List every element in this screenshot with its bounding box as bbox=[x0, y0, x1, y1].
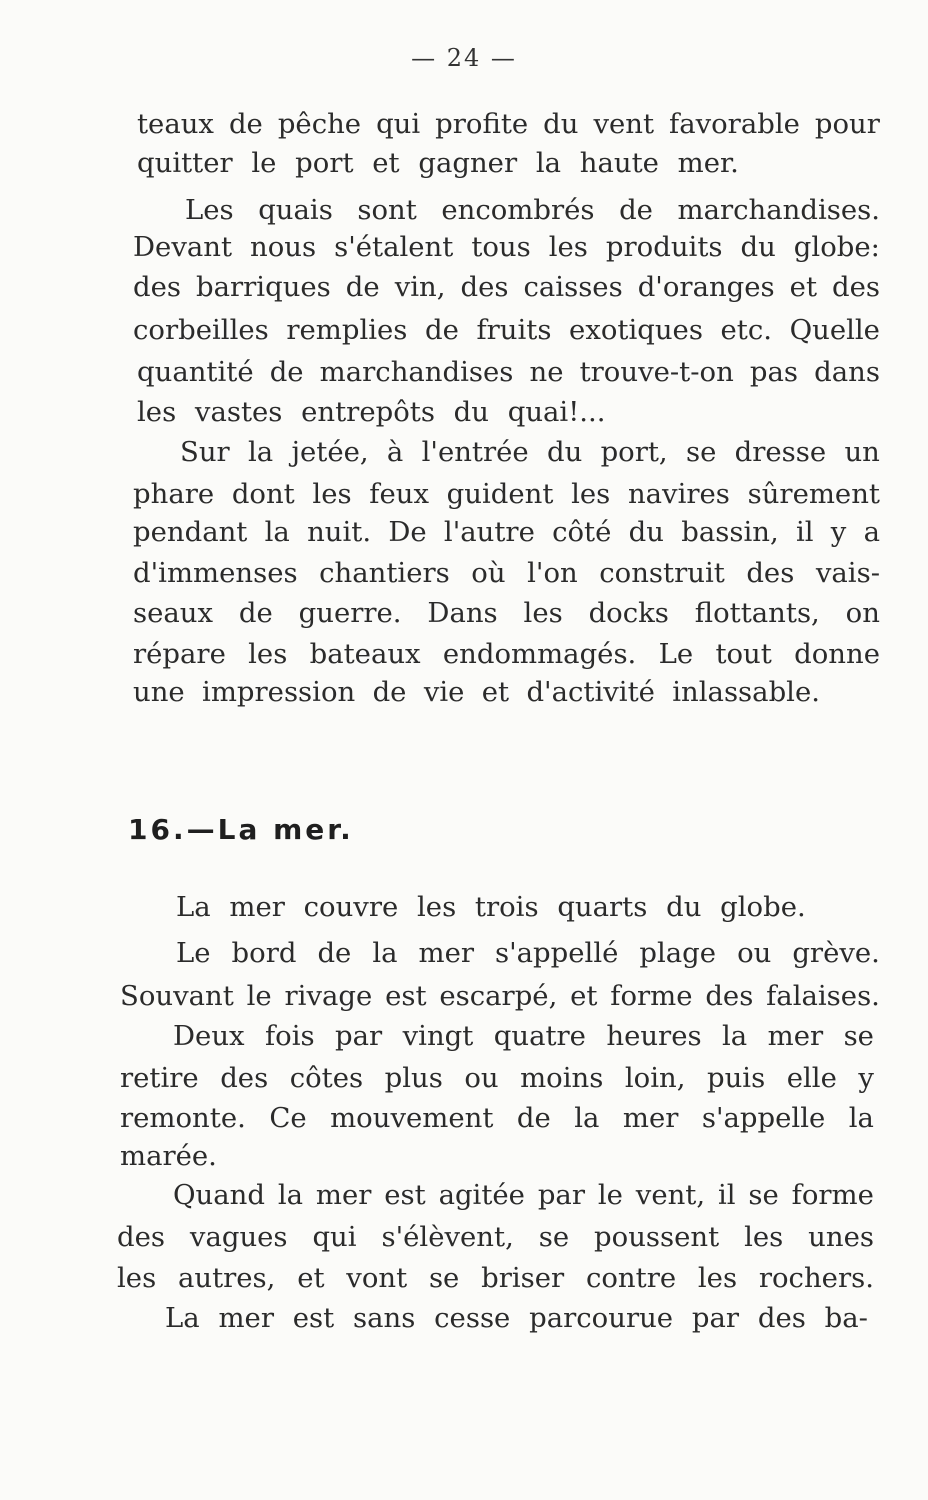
text-line bbox=[120, 1136, 217, 1176]
text-line-content: teaux de pêche qui profite du vent favorable pour bbox=[137, 108, 880, 140]
text-line bbox=[137, 104, 880, 144]
section-heading: 16.—La mer. bbox=[128, 813, 354, 846]
text-line bbox=[176, 933, 880, 973]
text-line-content: des vagues qui s'élèvent, se poussent les unes bbox=[117, 1221, 874, 1253]
text-line bbox=[133, 267, 880, 307]
text-line bbox=[133, 634, 880, 674]
text-line-content: les autres, et vont se briser contre les rochers. bbox=[117, 1262, 874, 1294]
text-line-content: répare les bateaux endommagés. Le tout donne bbox=[133, 638, 880, 670]
text-line bbox=[180, 432, 880, 472]
text-line bbox=[120, 976, 880, 1016]
text-line-content: seaux de guerre. Dans les docks flottants, on bbox=[133, 597, 880, 629]
text-line-content: remonte. Ce mouvement de la mer s'appelle la bbox=[120, 1102, 874, 1134]
text-line bbox=[133, 310, 880, 350]
text-line bbox=[137, 143, 739, 183]
text-line-content: La mer est sans cesse parcourue par des ba- bbox=[165, 1302, 868, 1334]
text-line-content: Deux fois par vingt quatre heures la mer se bbox=[173, 1020, 874, 1052]
text-line bbox=[133, 553, 880, 593]
text-line-content: les vastes entrepôts du quai!... bbox=[137, 396, 606, 428]
text-line-content: d'immenses chantiers où l'on construit des vais- bbox=[133, 557, 880, 589]
text-line-content: Devant nous s'étalent tous les produits du globe: bbox=[133, 231, 880, 263]
text-line bbox=[176, 887, 806, 927]
text-line bbox=[137, 352, 880, 392]
text-line bbox=[165, 1298, 868, 1338]
text-line bbox=[137, 392, 606, 432]
text-line-content: une impression de vie et d'activité inlassable. bbox=[133, 676, 820, 708]
text-line bbox=[133, 474, 880, 514]
text-line bbox=[133, 672, 820, 712]
text-line-content: Les quais sont encombrés de marchandises. bbox=[185, 194, 880, 226]
text-line bbox=[173, 1016, 874, 1056]
text-line-content: quitter le port et gagner la haute mer. bbox=[137, 147, 739, 179]
text-line bbox=[120, 1058, 874, 1098]
text-line-content: Sur la jetée, à l'entrée du port, se dresse un bbox=[180, 436, 880, 468]
text-line bbox=[185, 190, 880, 230]
text-line bbox=[133, 512, 880, 552]
text-line bbox=[173, 1175, 874, 1215]
text-line bbox=[120, 1098, 874, 1138]
text-line-content: quantité de marchandises ne trouve-t-on pas dans bbox=[137, 356, 880, 388]
text-line-content: pendant la nuit. De l'autre côté du bassin, il y a bbox=[133, 516, 880, 548]
text-line-content: corbeilles remplies de fruits exotiques etc. Quelle bbox=[133, 314, 880, 346]
text-line-content: marée. bbox=[120, 1140, 217, 1172]
text-line-content: Le bord de la mer s'appellé plage ou grève. bbox=[176, 937, 880, 969]
text-line bbox=[117, 1258, 874, 1298]
text-line bbox=[133, 227, 880, 267]
text-line-content: Quand la mer est agitée par le vent, il se forme bbox=[173, 1179, 874, 1211]
text-line-content: Souvant le rivage est escarpé, et forme des falaises. bbox=[120, 980, 880, 1012]
text-line-content: retire des côtes plus ou moins loin, puis elle y bbox=[120, 1062, 874, 1094]
text-line-content: phare dont les feux guident les navires sûrement bbox=[133, 478, 880, 510]
text-line bbox=[133, 593, 880, 633]
page-number: — 24 — bbox=[411, 44, 517, 72]
text-line bbox=[117, 1217, 874, 1257]
text-line-content: La mer couvre les trois quarts du globe. bbox=[176, 891, 806, 923]
text-line-content: des barriques de vin, des caisses d'oranges et des bbox=[133, 271, 880, 303]
